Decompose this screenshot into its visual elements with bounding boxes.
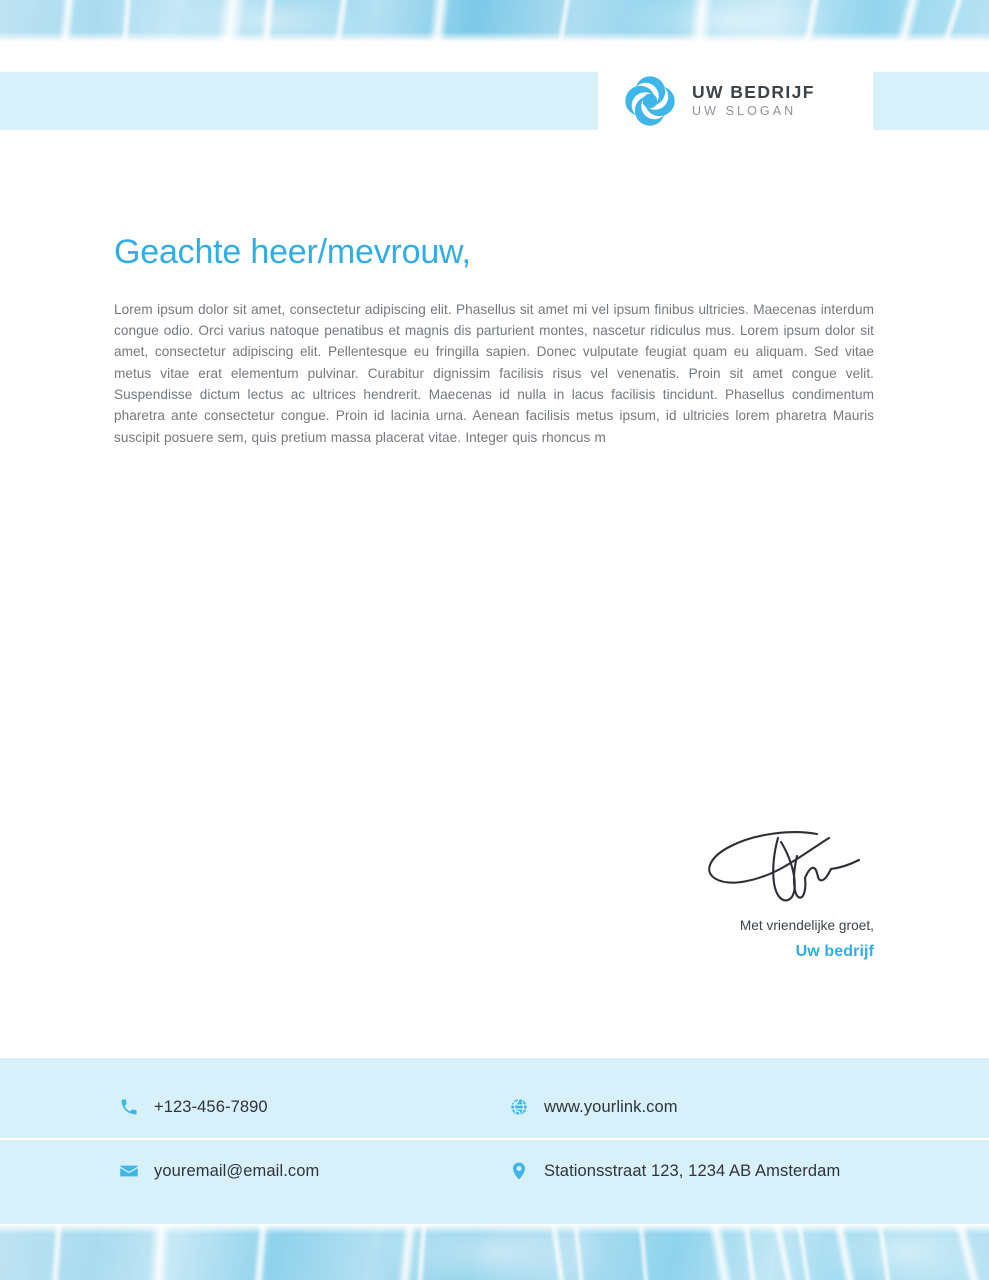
footer-address-text: Stationsstraat 123, 1234 AB Amsterdam — [544, 1161, 841, 1180]
top-decorative-band — [0, 0, 989, 42]
location-pin-icon — [508, 1160, 530, 1182]
footer-row-secondary — [0, 1140, 989, 1202]
footer-bottom-padding — [0, 1202, 989, 1224]
letterhead-footer — [0, 1058, 989, 1224]
footer-email-item[interactable] — [118, 1160, 498, 1182]
signature-block — [674, 826, 874, 961]
footer-row-primary — [0, 1076, 989, 1138]
handwritten-signature-icon — [674, 826, 874, 904]
bottom-decorative-band — [0, 1224, 989, 1280]
letter-content — [114, 232, 874, 448]
envelope-icon — [118, 1160, 140, 1182]
logo-lockup — [622, 66, 815, 136]
company-name: UW BEDRIJF — [692, 81, 815, 102]
company-slogan: UW SLOGAN — [692, 103, 797, 118]
signature-greeting: Met vriendelijke groet, — [739, 918, 874, 933]
footer-website-item[interactable] — [508, 1096, 678, 1118]
header-accent-bar-right — [873, 72, 989, 130]
footer-email-text: youremail@email.com — [154, 1161, 320, 1180]
phone-icon — [118, 1096, 140, 1118]
globe-icon — [508, 1096, 530, 1118]
logo-text-block — [692, 82, 815, 121]
signature-company-name: Uw bedrijf — [795, 943, 874, 960]
swirl-pinwheel-logo-icon — [622, 73, 678, 129]
footer-website-text: www.yourlink.com — [544, 1097, 678, 1116]
letterhead-header — [0, 72, 989, 130]
header-accent-bar-left — [0, 72, 598, 130]
footer-address-item[interactable] — [508, 1160, 840, 1182]
footer-top-padding — [0, 1058, 989, 1076]
salutation-heading: Geachte heer/mevrouw, — [114, 233, 471, 271]
bottom-band-fade — [0, 1224, 989, 1234]
footer-phone-item[interactable] — [118, 1096, 498, 1118]
letter-body-text: Lorem ipsum dolor sit amet, consectetur adipiscing elit. Phasellus sit amet mi vel ipsum finibus ultricies. Maecenas interdum congue odio. Orci varius natoque penatibus et magnis dis parturient montes, nascetur ridiculus mus. Lorem ipsum dolor sit amet, consectetur adipiscing elit. Pellentesque eu fringilla sapien. Donec vulputate feugiat quam eu aliquam. Sed vitae metus vitae erat elementum pulvinar. Curabitur dignissim facilisis risus vel venenatis. Proin sit amet congue velit. Suspendisse dictum lectus ac ultrices hendrerit. Maecenas id nulla in lacus facilisis tincidunt. Phasellus condimentum pharetra ante consectetur congue. Proin id lacinia urna. Aenean facilisis metus ipsum, id ultricies lorem pharetra Mauris suscipit posuere sem, quis pretium massa placerat vitae. Integer quis rhoncus m — [114, 301, 874, 445]
footer-phone-text: +123-456-7890 — [154, 1097, 268, 1116]
top-band-fade — [0, 32, 989, 42]
